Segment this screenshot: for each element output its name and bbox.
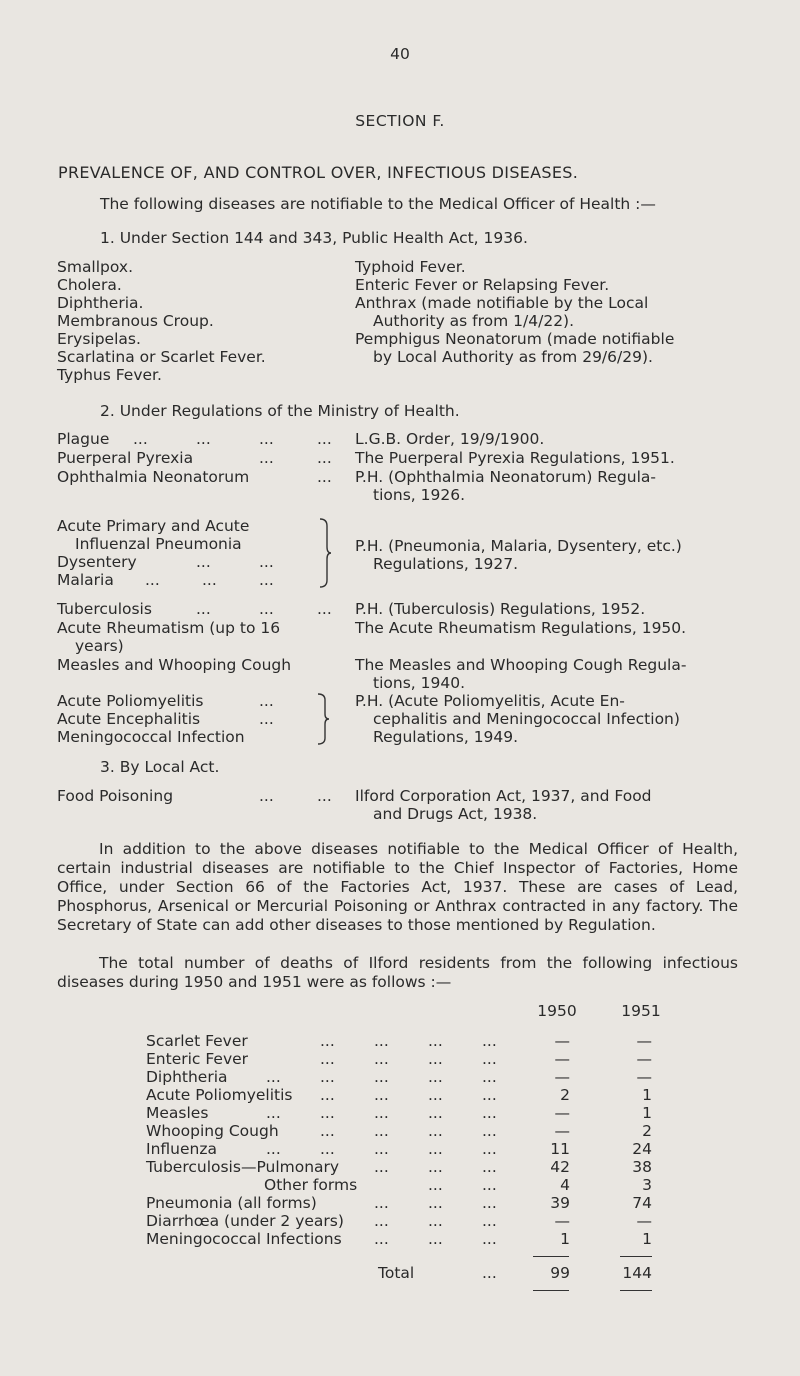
regulation-ophthalmia-cont: tions, 1926.: [373, 486, 465, 504]
leader-dots: ...: [320, 1140, 335, 1158]
regulation-measles: The Measles and Whooping Cough Regula-: [355, 656, 687, 674]
leader-dots: ...: [482, 1086, 497, 1104]
leader-dots: ...: [145, 571, 160, 589]
leader-dots: ...: [196, 600, 211, 618]
regulation-pneumonia: P.H. (Pneumonia, Malaria, Dysentery, etc.): [355, 537, 682, 555]
leader-dots: ...: [428, 1050, 443, 1068]
leader-dots: ...: [374, 1086, 389, 1104]
row-label: Meningococcal Infections: [146, 1230, 342, 1248]
value-1950: 39: [550, 1194, 570, 1212]
section-title: SECTION F.: [355, 112, 445, 130]
disease-item: Diphtheria.: [57, 294, 144, 312]
part2-heading: 2. Under Regulations of the Ministry of Health.: [100, 402, 460, 420]
value-1951: 74: [632, 1194, 652, 1212]
leader-dots: ...: [482, 1212, 497, 1230]
leader-dots: ...: [202, 571, 217, 589]
regulation-pneumonia-cont: Regulations, 1927.: [373, 555, 519, 573]
disease-item: Authority as from 1/4/22).: [373, 312, 575, 330]
leader-dots: ...: [259, 710, 274, 728]
leader-dots: ...: [428, 1086, 443, 1104]
value-1950: 42: [550, 1158, 570, 1176]
leader-dots: ...: [266, 1068, 281, 1086]
disease-item: Scarlatina or Scarlet Fever.: [57, 348, 266, 366]
disease-tuberculosis: Tuberculosis: [57, 600, 152, 618]
part3-heading: 3. By Local Act.: [100, 758, 220, 776]
leader-dots: ...: [374, 1140, 389, 1158]
leader-dots: ...: [317, 449, 332, 467]
row-label: Diarrhœa (under 2 years): [146, 1212, 344, 1230]
leader-dots: ...: [259, 553, 274, 571]
leader-dots: ...: [482, 1176, 497, 1194]
leader-dots: ...: [482, 1122, 497, 1140]
leader-dots: ...: [482, 1104, 497, 1122]
leader-dots: ...: [428, 1230, 443, 1248]
value-1950: —: [554, 1212, 570, 1230]
column-header-1951: 1951: [621, 1002, 661, 1020]
regulation-food: Ilford Corporation Act, 1937, and Food: [355, 787, 652, 805]
subtotal-rule-1950: [533, 1256, 569, 1257]
leader-dots: ...: [259, 600, 274, 618]
subtotal-rule-1951: [620, 1256, 652, 1257]
regulation-poliomyelitis: P.H. (Acute Poliomyelitis, Acute En-: [355, 692, 625, 710]
disease-item: Enteric Fever or Relapsing Fever.: [355, 276, 610, 294]
brace-poliomyelitis: [316, 692, 330, 746]
leader-dots: ...: [320, 1086, 335, 1104]
disease-food-poisoning: Food Poisoning: [57, 787, 174, 805]
regulation-food-cont: and Drugs Act, 1938.: [373, 805, 538, 823]
regulation-puerperal: The Puerperal Pyrexia Regulations, 1951.: [355, 449, 675, 467]
leader-dots: ...: [374, 1032, 389, 1050]
disease-item: by Local Authority as from 29/6/29).: [373, 348, 653, 366]
value-1950: —: [554, 1032, 570, 1050]
regulation-poliomyelitis-cont: cephalitis and Meningococcal Infection): [373, 710, 680, 728]
disease-poliomyelitis: Acute Poliomyelitis: [57, 692, 204, 710]
value-1950: —: [554, 1050, 570, 1068]
leader-dots: ...: [428, 1140, 443, 1158]
leader-dots: ...: [482, 1050, 497, 1068]
leader-dots: ...: [320, 1032, 335, 1050]
leader-dots: ...: [482, 1264, 497, 1282]
disease-ophthalmia: Ophthalmia Neonatorum: [57, 468, 250, 486]
leader-dots: ...: [374, 1212, 389, 1230]
value-1951: 1: [642, 1230, 652, 1248]
brace-pneumonia: [318, 517, 332, 589]
leader-dots: ...: [320, 1104, 335, 1122]
leader-dots: ...: [320, 1068, 335, 1086]
disease-item: Typhus Fever.: [57, 366, 162, 384]
disease-item: Membranous Croup.: [57, 312, 214, 330]
leader-dots: ...: [374, 1194, 389, 1212]
disease-item: Erysipelas.: [57, 330, 141, 348]
leader-dots: ...: [482, 1194, 497, 1212]
intro-text: The following diseases are notifiable to the Medical Officer of Health :—: [100, 195, 656, 213]
value-1951: —: [636, 1032, 652, 1050]
total-1951: 144: [622, 1264, 652, 1282]
leader-dots: ...: [374, 1230, 389, 1248]
leader-dots: ...: [482, 1158, 497, 1176]
disease-acute-pneumonia-cont: Influenzal Pneumonia: [75, 535, 242, 553]
total-label: Total: [378, 1264, 415, 1282]
row-label: Diphtheria: [146, 1068, 228, 1086]
leader-dots: ...: [259, 787, 274, 805]
leader-dots: ...: [320, 1122, 335, 1140]
disease-meningococcal: Meningococcal Infection: [57, 728, 245, 746]
disease-encephalitis: Acute Encephalitis: [57, 710, 201, 728]
regulation-rheumatism: The Acute Rheumatism Regulations, 1950.: [355, 619, 687, 637]
leader-dots: ...: [374, 1158, 389, 1176]
leader-dots: ...: [374, 1050, 389, 1068]
leader-dots: ...: [266, 1104, 281, 1122]
value-1950: —: [554, 1122, 570, 1140]
row-label: Enteric Fever: [146, 1050, 249, 1068]
leader-dots: ...: [259, 571, 274, 589]
regulation-tuberculosis: P.H. (Tuberculosis) Regulations, 1952.: [355, 600, 646, 618]
leader-dots: ...: [374, 1068, 389, 1086]
leader-dots: ...: [428, 1194, 443, 1212]
disease-item: Anthrax (made notifiable by the Local: [355, 294, 649, 312]
value-1951: —: [636, 1212, 652, 1230]
disease-item: Pemphigus Neonatorum (made notifiable: [355, 330, 675, 348]
paragraph-text: The total number of deaths of Ilford residents from the following infectious diseases during 1950 and 1951 were as follows :—: [57, 954, 738, 991]
leader-dots: ...: [317, 430, 332, 448]
leader-dots: ...: [196, 430, 211, 448]
paragraph-text: In addition to the above diseases notifiable to the Medical Officer of Health, certain industrial diseases are notifiable to the Chief Inspector of Factories, Home Office, under Section 66 of the Factories Act, 1937. These are cases of Lead, Phosphorus, Arsenical or Mercurial Poisoning or Anthrax contracted in any factory. The Secretary of State can add other diseases to those mentioned by Regulation.: [57, 840, 738, 934]
regulation-ophthalmia: P.H. (Ophthalmia Neonatorum) Regula-: [355, 468, 656, 486]
leader-dots: ...: [428, 1176, 443, 1194]
disease-rheumatism: Acute Rheumatism (up to 16: [57, 619, 281, 637]
total-1950: 99: [550, 1264, 570, 1282]
disease-dysentery: Dysentery: [57, 553, 137, 571]
leader-dots: ...: [482, 1032, 497, 1050]
leader-dots: ...: [428, 1032, 443, 1050]
value-1951: 2: [642, 1122, 652, 1140]
leader-dots: ...: [266, 1140, 281, 1158]
leader-dots: ...: [259, 449, 274, 467]
leader-dots: ...: [374, 1122, 389, 1140]
regulation-measles-cont: tions, 1940.: [373, 674, 465, 692]
value-1950: 2: [560, 1086, 570, 1104]
main-heading: PREVALENCE OF, AND CONTROL OVER, INFECTIOUS DISEASES.: [58, 163, 579, 182]
row-label: Tuberculosis—Pulmonary: [146, 1158, 340, 1176]
value-1950: 1: [560, 1230, 570, 1248]
leader-dots: ...: [259, 692, 274, 710]
value-1951: 38: [632, 1158, 652, 1176]
row-label: Scarlet Fever: [146, 1032, 248, 1050]
leader-dots: ...: [374, 1104, 389, 1122]
leader-dots: ...: [428, 1122, 443, 1140]
row-label: Whooping Cough: [146, 1122, 279, 1140]
leader-dots: ...: [482, 1068, 497, 1086]
paragraph-industrial-diseases: [57, 840, 738, 935]
value-1951: —: [636, 1068, 652, 1086]
leader-dots: ...: [317, 600, 332, 618]
disease-item: Cholera.: [57, 276, 122, 294]
value-1951: —: [636, 1050, 652, 1068]
leader-dots: ...: [428, 1158, 443, 1176]
total-rule-1950: [533, 1290, 569, 1291]
value-1950: —: [554, 1104, 570, 1122]
value-1950: 11: [550, 1140, 570, 1158]
value-1951: 3: [642, 1176, 652, 1194]
leader-dots: ...: [428, 1104, 443, 1122]
row-label: Acute Poliomyelitis: [146, 1086, 293, 1104]
disease-measles-whooping: Measles and Whooping Cough: [57, 656, 292, 674]
disease-item: Typhoid Fever.: [355, 258, 466, 276]
regulation-poliomyelitis-cont: Regulations, 1949.: [373, 728, 519, 746]
disease-puerperal: Puerperal Pyrexia: [57, 449, 194, 467]
value-1951: 24: [632, 1140, 652, 1158]
leader-dots: ...: [320, 1050, 335, 1068]
total-rule-1951: [620, 1290, 652, 1291]
disease-plague: Plague: [57, 430, 110, 448]
value-1950: —: [554, 1068, 570, 1086]
disease-item: Smallpox.: [57, 258, 133, 276]
column-header-1950: 1950: [537, 1002, 577, 1020]
row-label: Measles: [146, 1104, 209, 1122]
leader-dots: ...: [317, 468, 332, 486]
leader-dots: ...: [428, 1068, 443, 1086]
disease-malaria: Malaria: [57, 571, 114, 589]
value-1951: 1: [642, 1104, 652, 1122]
value-1950: 4: [560, 1176, 570, 1194]
leader-dots: ...: [482, 1140, 497, 1158]
leader-dots: ...: [428, 1212, 443, 1230]
value-1951: 1: [642, 1086, 652, 1104]
disease-rheumatism-cont: years): [75, 637, 124, 655]
leader-dots: ...: [317, 787, 332, 805]
regulation-plague: L.G.B. Order, 19/9/1900.: [355, 430, 545, 448]
page-number: 40: [390, 45, 410, 63]
leader-dots: ...: [259, 430, 274, 448]
disease-acute-pneumonia: Acute Primary and Acute: [57, 517, 250, 535]
part1-heading: 1. Under Section 144 and 343, Public Health Act, 1936.: [100, 229, 528, 247]
leader-dots: ...: [482, 1230, 497, 1248]
leader-dots: ...: [196, 553, 211, 571]
row-label: Pneumonia (all forms): [146, 1194, 317, 1212]
leader-dots: ...: [133, 430, 148, 448]
row-label: Other forms: [264, 1176, 358, 1194]
paragraph-deaths-intro: [57, 954, 738, 992]
row-label: Influenza: [146, 1140, 217, 1158]
